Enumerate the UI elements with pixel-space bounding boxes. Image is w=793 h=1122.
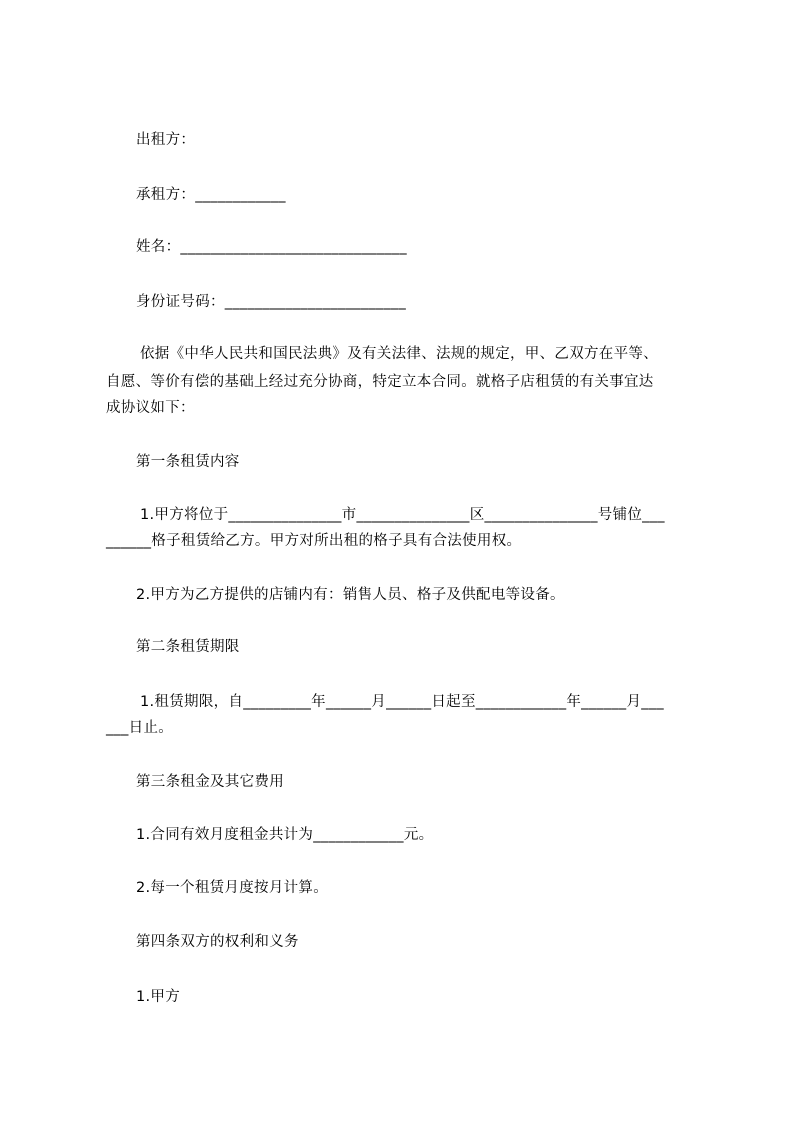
id-number-label: 身份证号码：________________________ xyxy=(136,294,406,310)
article-3-title: 第三条租金及其它费用 xyxy=(136,774,284,790)
article-1-item-2: 2.甲方为乙方提供的店铺内有：销售人员、格子及供配电等设备。 xyxy=(136,587,565,603)
article-4-title: 第四条双方的权利和义务 xyxy=(136,934,299,950)
preamble-line-2: 自愿、等价有偿的基础上经过充分协商，特定立本合同。就格子店租赁的有关事宜达 xyxy=(106,374,654,390)
preamble-line-3: 成协议如下： xyxy=(106,400,195,416)
article-3-item-1: 1.合同有效月度租金共计为____________元。 xyxy=(136,827,434,843)
article-3-item-2: 2.每一个租赁月度按月计算。 xyxy=(136,880,329,896)
lessor-label: 出租方： xyxy=(136,132,196,148)
article-4-item-1: 1.甲方 xyxy=(136,989,181,1005)
article-1-item-1-line-2: ______格子租赁给乙方。甲方对所出租的格子具有合法使用权。 xyxy=(106,533,522,549)
lessee-label: 承租方：____________ xyxy=(136,187,286,203)
preamble-line-1: 依据《中华人民共和国民法典》及有关法律、法规的规定，甲、乙双方在平等、 xyxy=(140,346,658,362)
article-1-item-1-line-1: 1.甲方将位于_______________市_______________区_______________号铺位___ xyxy=(140,507,665,523)
article-1-title: 第一条租赁内容 xyxy=(136,454,240,470)
article-2-item-1-line-2: ___日止。 xyxy=(106,720,174,736)
article-2-item-1-line-1: 1.租赁期限，自_________年______月______日起至____________年______月___ xyxy=(140,694,664,710)
name-label: 姓名：______________________________ xyxy=(136,239,407,255)
article-2-title: 第二条租赁期限 xyxy=(136,639,240,655)
